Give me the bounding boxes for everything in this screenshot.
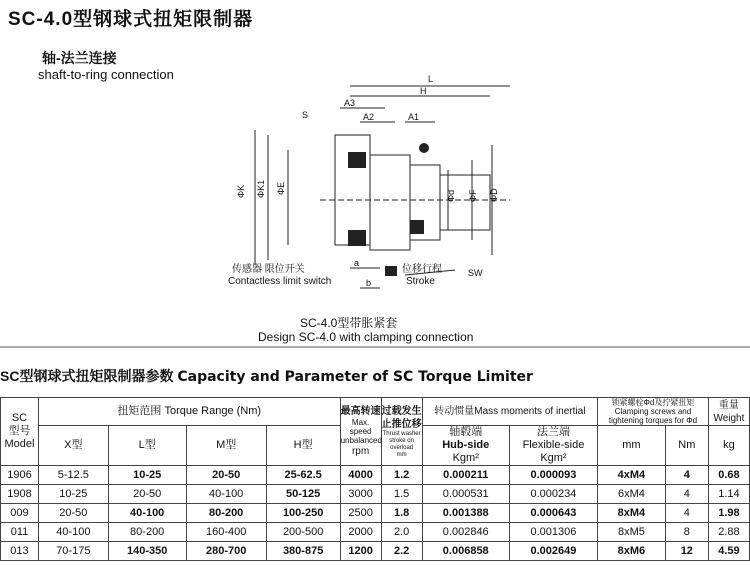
dim-label: ΦF — [468, 189, 478, 202]
sensor-label-en: Contactless limit switch — [228, 276, 332, 287]
header-model: SC 型号 Model — [1, 398, 39, 466]
header-hub: 轴毂端 Hub-side Kgm² — [422, 426, 509, 466]
header-weight: 重量 Weight — [708, 398, 749, 426]
header-inertia: 转动惯量Mass moments of inertial — [422, 398, 597, 426]
subtitle-cn: 轴-法兰连接 — [42, 50, 117, 66]
table-title-cn: SC型钢球式扭矩限制器参数 — [0, 368, 174, 384]
header-l: L型 — [108, 426, 186, 466]
dim-label: A2 — [363, 112, 375, 122]
header-clamp: 锁紧螺栓Φd及拧紧扭矩 Clamping screws and tightening torques for Φd — [598, 398, 709, 426]
table-title-en: Capacity and Parameter of SC Torque Limiter — [177, 369, 533, 385]
header-x: X型 — [38, 426, 108, 466]
sensor-label-cn: 传感器 限位开关 — [232, 264, 305, 275]
dim-label: H — [420, 86, 427, 96]
parameter-table — [0, 397, 750, 561]
header-h: H型 — [266, 426, 340, 466]
table-row: 1906 5-12.5 10-25 20-50 25-62.5 4000 1.2 0.000211 0.000093 4xM4 4 0.68 — [1, 466, 750, 485]
stroke-label-cn: 位移行程 — [402, 264, 442, 275]
header-clamp-mm: mm — [598, 426, 666, 466]
dim-label: S — [302, 110, 309, 120]
header-m: M型 — [186, 426, 266, 466]
dim-label: ΦK1 — [256, 179, 266, 198]
header-max-speed: 最高转速 Max. speed unbalanced rpm — [340, 398, 381, 466]
header-torque-range: 扭矩范围 Torque Range (Nm) — [38, 398, 340, 426]
divider — [0, 346, 750, 348]
dim-label: ΦD — [489, 188, 499, 202]
dim-label: A3 — [344, 98, 356, 108]
dim-label: A1 — [408, 112, 420, 122]
dim-label: ΦK — [236, 184, 246, 198]
dim-label: SW — [468, 268, 483, 278]
dim-label: ΦE — [276, 181, 286, 195]
caption-cn: SC-4.0型带胀紧套 — [300, 316, 398, 330]
table-row: 013 70-175 140-350 280-700 380-875 1200 2.2 0.006858 0.002649 8xM6 12 4.59 — [1, 542, 750, 561]
header-flex: 法兰端 Flexible-side Kgm² — [509, 426, 597, 466]
table-row: 1908 10-25 20-50 40-100 50-125 3000 1.5 0.000531 0.000234 6xM4 4 1.14 — [1, 485, 750, 504]
page-title: SC-4.0型钢球式扭矩限制器 — [8, 9, 254, 30]
technical-drawing — [210, 70, 540, 330]
header-weight-unit: kg — [708, 426, 749, 466]
dim-label: b — [366, 278, 372, 288]
table-row: 009 20-50 40-100 80-200 100-250 2500 1.8 0.001388 0.000643 8xM4 4 1.98 — [1, 504, 750, 523]
subtitle-en: shaft-to-ring connection — [38, 67, 174, 82]
table-title — [0, 366, 533, 386]
header-clamp-nm: Nm — [665, 426, 708, 466]
header-overload: 过载发生止推位移 Thrust washer stroke on overload mm — [381, 398, 422, 466]
caption-en: Design SC-4.0 with clamping connection — [258, 330, 474, 344]
stroke-label-en: Stroke — [406, 276, 435, 287]
dim-label: L — [428, 74, 434, 84]
dim-label: Φd — [446, 189, 456, 202]
dim-label: a — [354, 258, 360, 268]
table-row: 011 40-100 80-200 160-400 200-500 2000 2.0 0.002846 0.001306 8xM5 8 2.88 — [1, 523, 750, 542]
